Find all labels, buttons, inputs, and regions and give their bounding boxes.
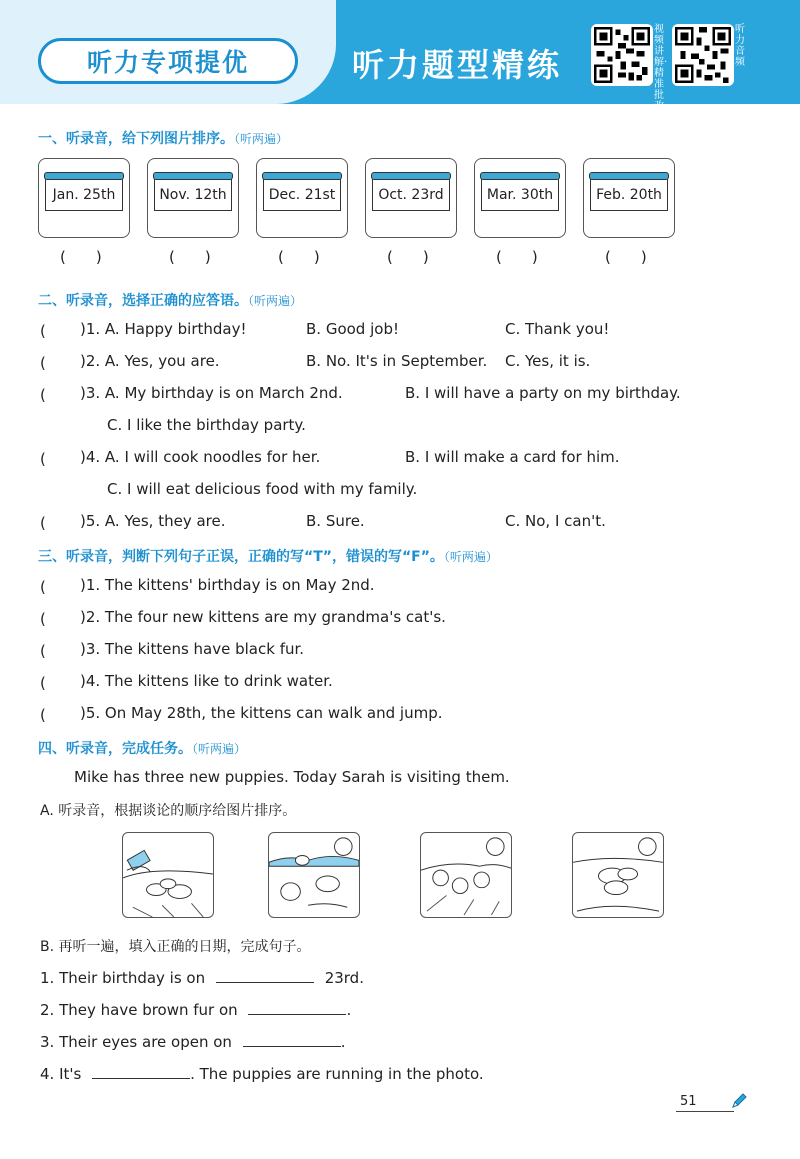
answer-blank[interactable]: ( ) (60, 248, 102, 266)
option-b: B. No. It's in September. (306, 352, 488, 370)
calendar-card (583, 158, 675, 238)
answer-blank[interactable]: ( ) (169, 248, 211, 266)
passage-intro: Mike has three new puppies. Today Sarah is visiting them. (74, 768, 510, 786)
question-row (40, 320, 61, 341)
sentence-4: 4. It's . The puppies are running in the photo. (40, 1065, 484, 1083)
section-1-heading: 一、听录音，给下列图片排序。（听两遍） (38, 131, 289, 147)
answer-blank[interactable]: ( (40, 322, 61, 340)
calendar-card (474, 158, 566, 238)
fill-blank[interactable] (248, 1000, 346, 1015)
puppy-picture-3 (420, 832, 512, 918)
answer-blank[interactable]: ( (40, 578, 61, 596)
option-b: B. I will make a card for him. (405, 448, 620, 466)
calendar-card (256, 158, 348, 238)
statement: )1. The kittens' birthday is on May 2nd. (80, 576, 375, 594)
answer-blank[interactable]: ( (40, 610, 61, 628)
calendar-card (38, 158, 130, 238)
page-number: 51 (680, 1094, 697, 1109)
option-b: B. Sure. (306, 512, 365, 530)
option-c: C. I like the birthday party. (107, 416, 306, 434)
calendar-icon (154, 177, 232, 211)
calendar-icon (590, 177, 668, 211)
answer-blank[interactable]: ( (40, 386, 61, 404)
calendar-date: Feb. 20th (596, 187, 662, 203)
option-c: C. Yes, it is. (505, 352, 591, 370)
answer-blank[interactable]: ( (40, 354, 61, 372)
calendar-card (147, 158, 239, 238)
option-c: C. I will eat delicious food with my family. (107, 480, 418, 498)
statement: )4. The kittens like to drink water. (80, 672, 333, 690)
answer-blank[interactable]: ( (40, 642, 61, 660)
option-a: )5. A. Yes, they are. (80, 512, 226, 530)
answer-blank[interactable]: ( ) (387, 248, 429, 266)
answer-blank[interactable]: ( ) (496, 248, 538, 266)
calendar-icon (481, 177, 559, 211)
qr-code-icon[interactable] (591, 24, 653, 86)
calendar-date: Dec. 21st (268, 187, 336, 203)
statement: )2. The four new kittens are my grandma's cat's. (80, 608, 446, 626)
answer-blank[interactable]: ( (40, 674, 61, 692)
sentence-2: 2. They have brown fur on . (40, 1001, 352, 1019)
calendar-icon (263, 177, 341, 211)
answer-blank[interactable]: ( (40, 706, 61, 724)
section-3-heading: 三、听录音，判断下列句子正误，正确的写“T”，错误的写“F”。（听两遍） (38, 549, 498, 565)
calendar-date: Mar. 30th (486, 187, 554, 203)
option-b: B. Good job! (306, 320, 399, 338)
part-b-instruction: B. 再听一遍，填入正确的日期，完成句子。 (40, 939, 311, 955)
option-a: )4. A. I will cook noodles for her. (80, 448, 321, 466)
statement: )5. On May 28th, the kittens can walk and jump. (80, 704, 443, 722)
calendar-card (365, 158, 457, 238)
calendar-icon (372, 177, 450, 211)
sentence-1: 1. Their birthday is on 23rd. (40, 969, 364, 987)
answer-blank[interactable]: ( (40, 450, 61, 468)
section-badge: 听力专项提优 (38, 38, 298, 84)
qr-code-icon[interactable] (672, 24, 734, 86)
option-c: C. No, I can't. (505, 512, 606, 530)
calendar-date: Oct. 23rd (378, 187, 444, 203)
pencil-icon (730, 1092, 748, 1110)
qr-caption: 视频讲解·精准批改 (654, 24, 668, 112)
divider (676, 1111, 734, 1112)
fill-blank[interactable] (216, 968, 314, 983)
option-a: )1. A. Happy birthday! (80, 320, 247, 338)
option-b: B. I will have a party on my birthday. (405, 384, 681, 402)
statement: )3. The kittens have black fur. (80, 640, 305, 658)
answer-blank[interactable]: ( (40, 514, 61, 532)
puppy-picture-2 (268, 832, 360, 918)
part-a-instruction: A. 听录音，根据谈论的顺序给图片排序。 (40, 803, 297, 819)
answer-blank[interactable]: ( ) (605, 248, 647, 266)
answer-blank[interactable]: ( ) (278, 248, 320, 266)
qr-caption: 听力音频 (735, 24, 745, 68)
page-title: 听力题型精练 (352, 46, 563, 84)
calendar-icon (45, 177, 123, 211)
fill-blank[interactable] (92, 1064, 190, 1079)
section-4-heading: 四、听录音，完成任务。（听两遍） (38, 741, 247, 757)
sentence-3: 3. Their eyes are open on . (40, 1033, 346, 1051)
fill-blank[interactable] (243, 1032, 341, 1047)
option-c: C. Thank you! (505, 320, 610, 338)
puppy-picture-1 (122, 832, 214, 918)
option-a: )2. A. Yes, you are. (80, 352, 220, 370)
section-2-heading: 二、听录音，选择正确的应答语。（听两遍） (38, 293, 303, 309)
calendar-date: Jan. 25th (52, 187, 116, 203)
option-a: )3. A. My birthday is on March 2nd. (80, 384, 343, 402)
calendar-date: Nov. 12th (159, 187, 227, 203)
puppy-picture-4 (572, 832, 664, 918)
